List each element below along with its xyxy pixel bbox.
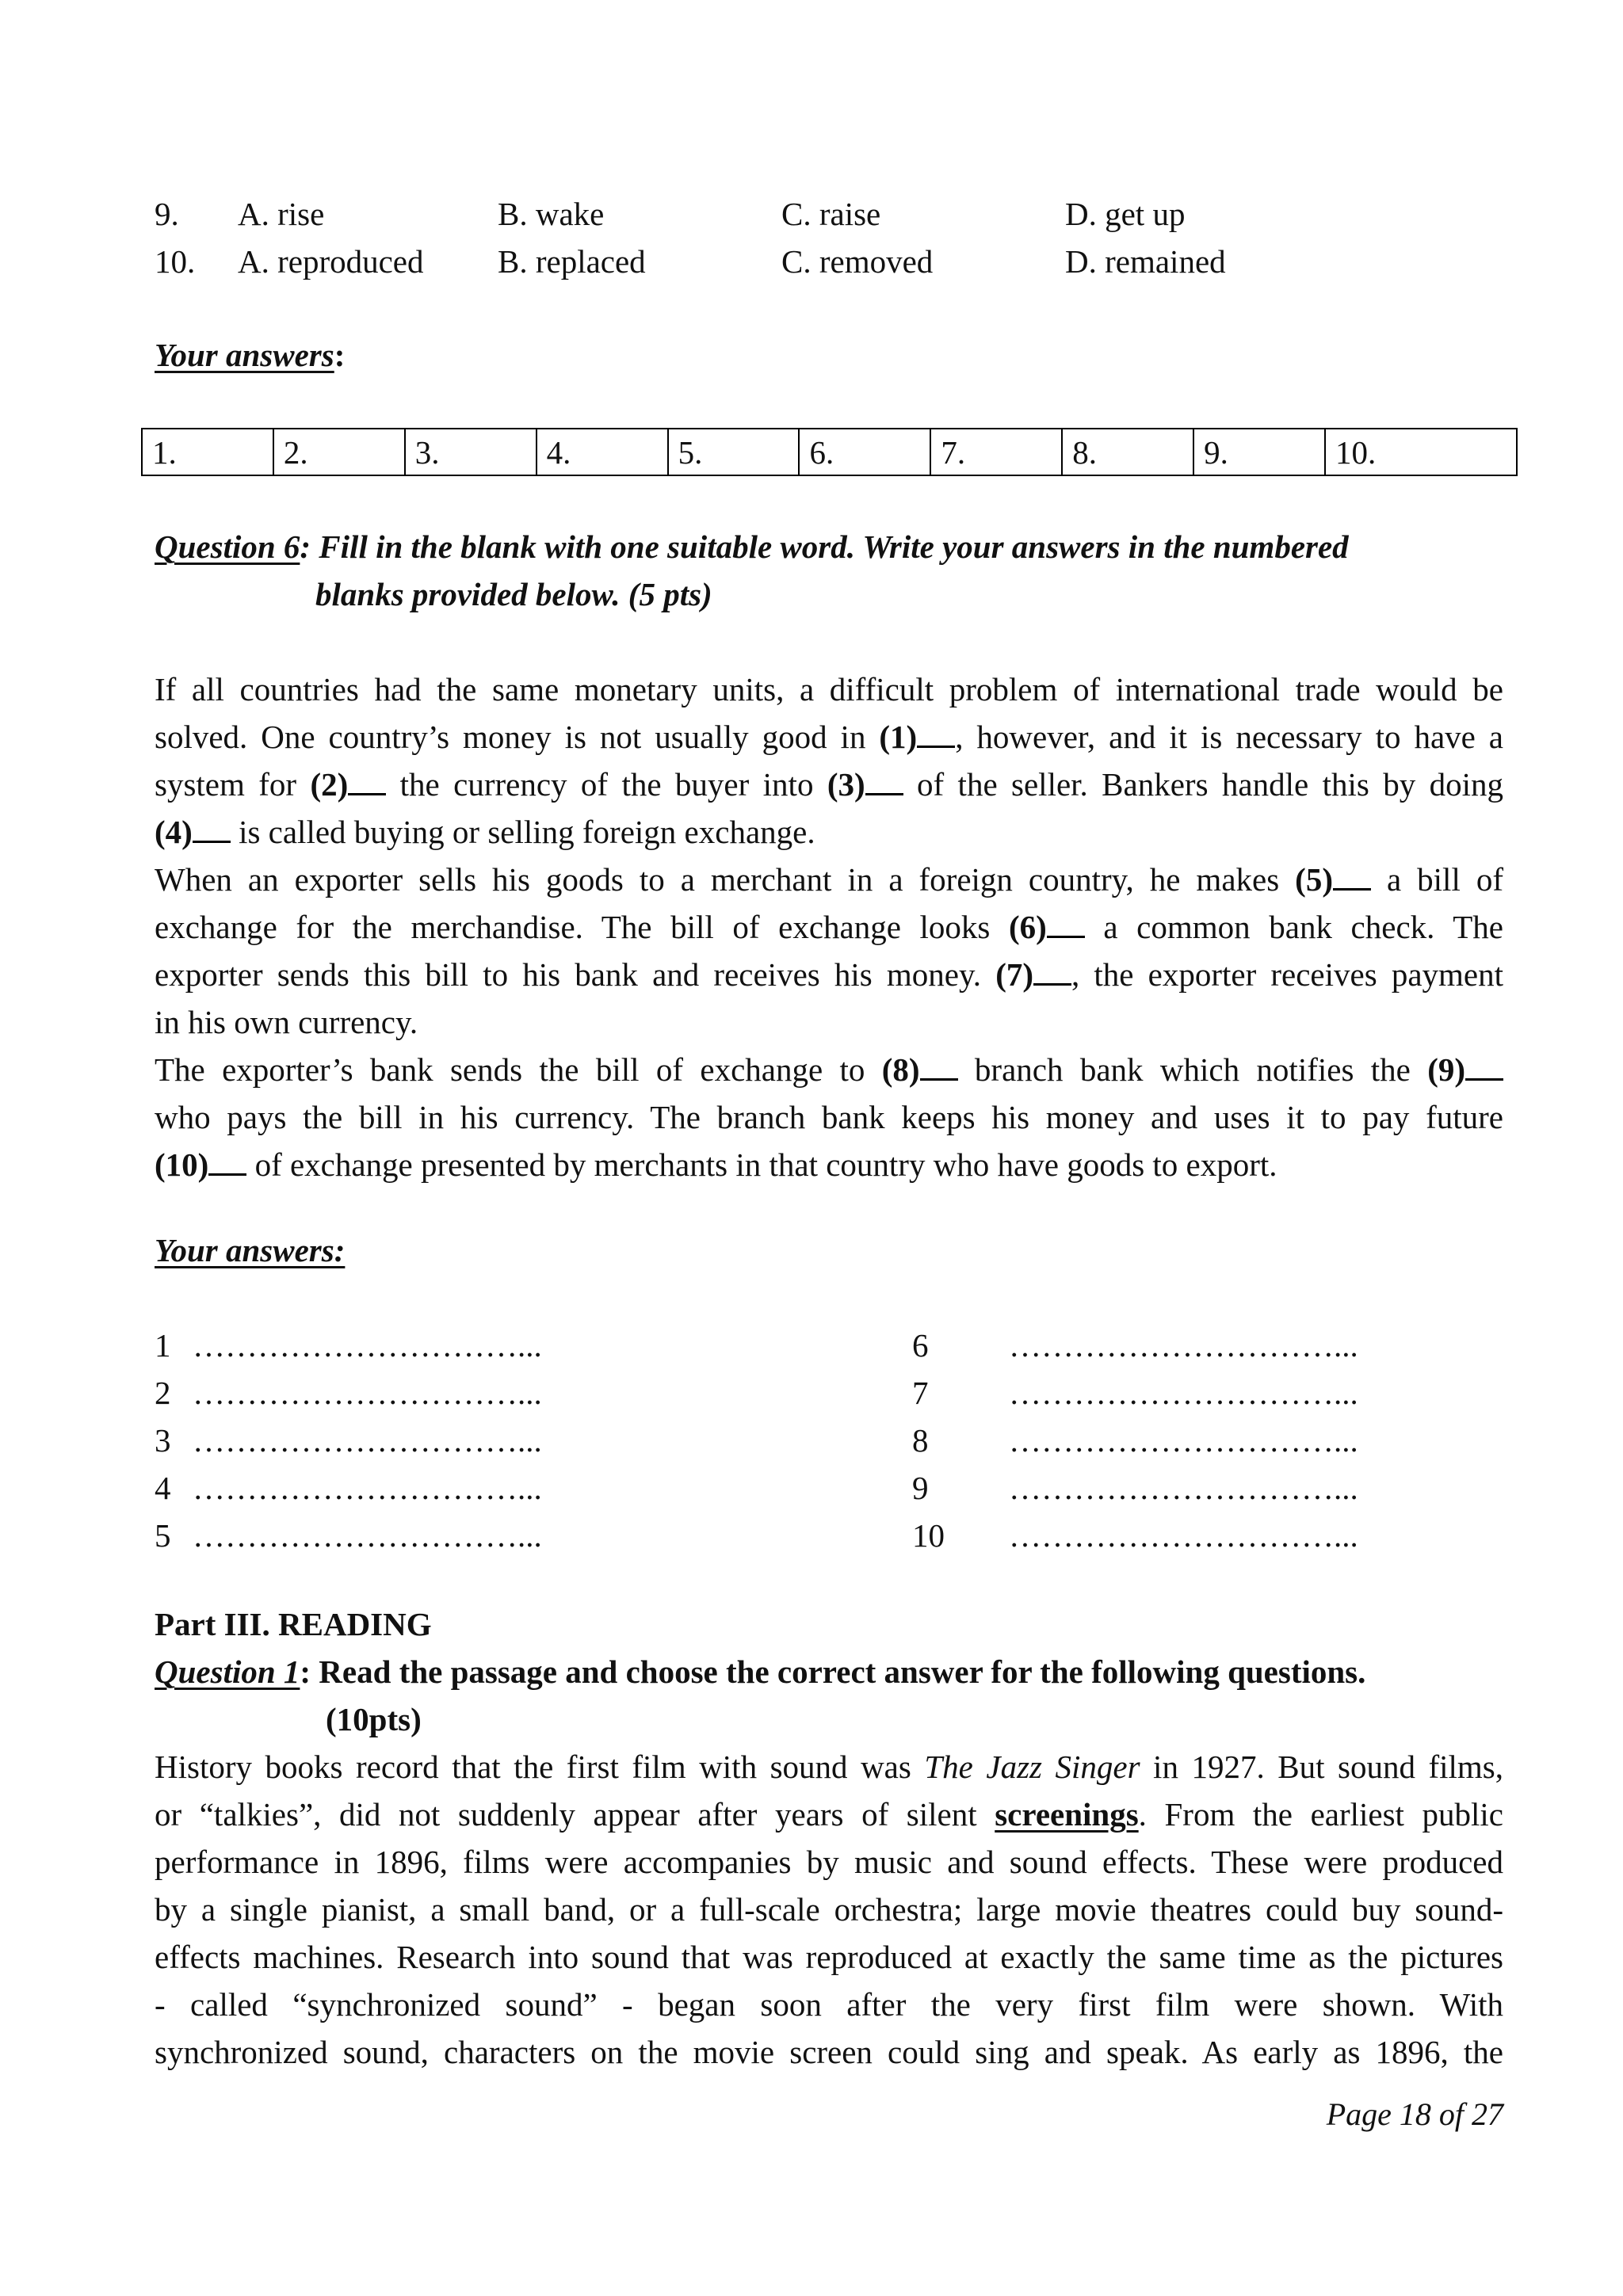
your-answers-label: Your answers: (155, 337, 346, 373)
reading-line: effects machines. Research into sound that was reproduced at exactly the same time as the pictures (155, 1939, 1503, 1975)
answer-cell[interactable]: 7. (930, 429, 1062, 475)
passage-line: When an exporter sells his goods to a merchant in a foreign country, he makes (5) a bill of (155, 861, 1503, 898)
option-b: B. wake (498, 196, 605, 232)
answer-line-9[interactable]: 9 …………………………... (912, 1470, 1358, 1506)
question-6-heading: Question 6: Fill in the blank with one suitable word. Write your answers in the numbered (155, 528, 1349, 565)
part-3-heading: Part III. READING (155, 1606, 432, 1642)
reading-question-1-heading: Question 1: Read the passage and choose the correct answer for the following questions. (155, 1653, 1366, 1690)
answer-line-5[interactable]: 5 …………………………... (155, 1517, 542, 1554)
option-c: C. raise (781, 196, 881, 232)
answer-cell[interactable]: 9. (1193, 429, 1325, 475)
passage-line: system for (2) the currency of the buyer into (3) of the seller. Bankers handle this by doing (155, 766, 1503, 803)
passage-line: (4) is called buying or selling foreign exchange. (155, 814, 815, 850)
passage-line: exporter sends this bill to his bank and receives his money. (7) , the exporter receives payment (155, 956, 1503, 993)
answer-cell[interactable]: 1. (142, 429, 273, 475)
blank-marker: (8) (882, 1051, 958, 1088)
passage-line: The exporter’s bank sends the bill of exchange to (8) branch bank which notifies the (9) (155, 1046, 1503, 1093)
option-number: 9. (155, 196, 179, 232)
reading-line: performance in 1896, films were accompanies by music and sound effects. These were produced (155, 1844, 1503, 1880)
answer-line-8[interactable]: 8 …………………………... (912, 1422, 1358, 1459)
answer-table (141, 428, 1518, 476)
blank-marker: (2) (310, 766, 386, 803)
blank-marker: (3) (827, 766, 903, 803)
answer-cell[interactable]: 10. (1325, 429, 1517, 475)
answer-line-4[interactable]: 4 …………………………... (155, 1470, 542, 1506)
answer-line-7[interactable]: 7 …………………………... (912, 1375, 1358, 1411)
option-d: D. get up (1065, 196, 1186, 232)
option-b: B. replaced (498, 243, 646, 280)
reading-line: by a single pianist, a small band, or a full-scale orchestra; large movie theatres could buy sound- (155, 1891, 1503, 1928)
blank-marker: (9) (1427, 1051, 1503, 1088)
answer-line-6[interactable]: 6 …………………………... (912, 1327, 1358, 1363)
answer-cell[interactable]: 5. (668, 429, 800, 475)
answer-table-row (142, 429, 1517, 475)
reading-line: synchronized sound, characters on the movie screen could sing and speak. As early as 1896, the (155, 2034, 1503, 2070)
passage-line: who pays the bill in his currency. The branch bank keeps his money and uses it to pay future (155, 1099, 1503, 1135)
highlighted-word: screenings (995, 1796, 1139, 1833)
option-number: 10. (155, 243, 196, 280)
blank-marker: (7) (995, 956, 1071, 993)
page-number: Page 18 of 27 (1326, 2096, 1503, 2132)
reading-line: or “talkies”, did not suddenly appear after years of silent screenings. From the earliest public (155, 1796, 1503, 1833)
option-a: A. rise (238, 196, 325, 232)
passage-line: (10) of exchange presented by merchants in that country who have goods to export. (155, 1146, 1277, 1183)
reading-line: - called “synchronized sound” - began soon after the very first film were shown. With (155, 1986, 1503, 2023)
option-c: C. removed (781, 243, 934, 280)
answer-line-3[interactable]: 3 …………………………... (155, 1422, 542, 1459)
answer-line-2[interactable]: 2 …………………………... (155, 1375, 542, 1411)
reading-question-1-points: (10pts) (326, 1701, 422, 1737)
blank-marker: (1) (879, 719, 955, 755)
passage-line: exchange for the merchandise. The bill of exchange looks (6) a common bank check. The (155, 909, 1503, 945)
answer-line-1[interactable]: 1 …………………………... (155, 1327, 542, 1363)
blank-marker: (5) (1295, 861, 1371, 898)
answer-cell[interactable]: 6. (799, 429, 930, 475)
answer-line-10[interactable]: 10 …………………………... (912, 1517, 1358, 1554)
reading-line: History books record that the first film with sound was The Jazz Singer in 1927. But sound films, (155, 1749, 1503, 1785)
answer-cell[interactable]: 8. (1062, 429, 1193, 475)
option-d: D. remained (1065, 243, 1226, 280)
passage-line: solved. One country’s money is not usually good in (1) , however, and it is necessary to have a (155, 719, 1504, 755)
your-answers-label-2: Your answers: (155, 1232, 346, 1268)
answer-cell[interactable]: 3. (405, 429, 537, 475)
answer-cell[interactable]: 4. (537, 429, 668, 475)
question-6-instruction-cont: blanks provided below. (5 pts) (315, 576, 712, 612)
passage-line: in his own currency. (155, 1004, 418, 1040)
answer-cell[interactable]: 2. (273, 429, 405, 475)
passage-line: If all countries had the same monetary units, a difficult problem of international trade would be (155, 671, 1503, 707)
blank-marker: (4) (155, 814, 231, 850)
option-a: A. reproduced (238, 243, 424, 280)
blank-marker: (6) (1009, 909, 1085, 945)
blank-marker: (10) (155, 1146, 246, 1183)
